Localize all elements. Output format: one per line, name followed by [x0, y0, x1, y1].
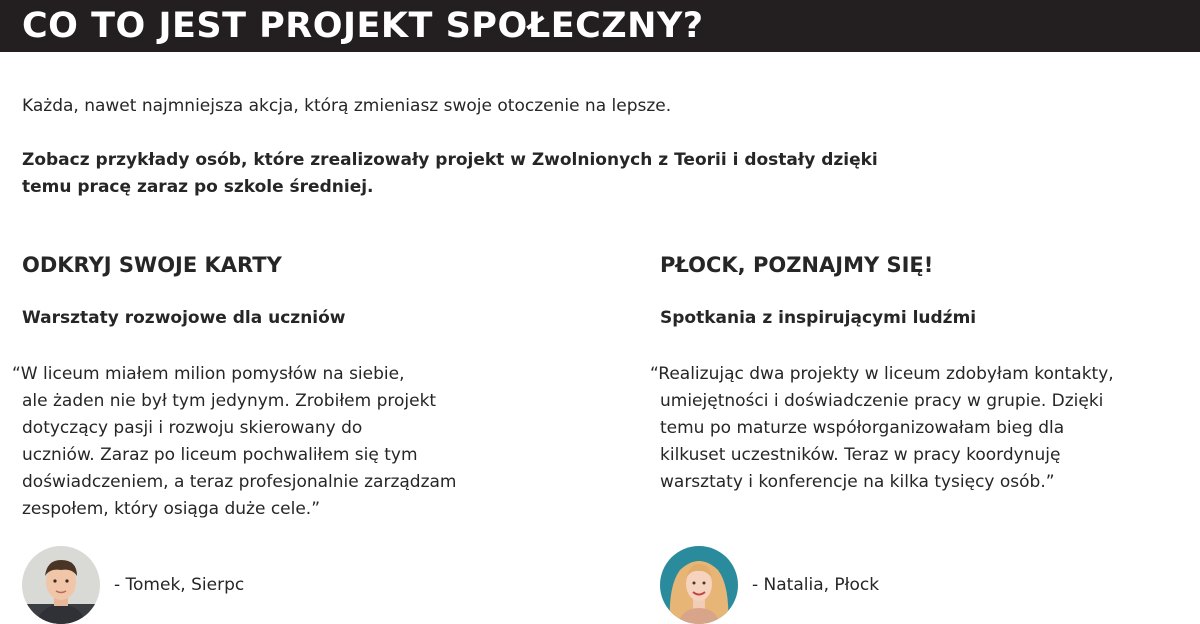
- cta-line: temu pracę zaraz po szkole średniej.: [22, 177, 374, 197]
- quote-line: doświadczeniem, a teraz profesjonalnie zarządzam: [22, 472, 457, 492]
- project-subtitle: Spotkania z inspirującymi ludźmi: [660, 308, 977, 328]
- testimonial-quote: [650, 361, 1114, 496]
- project-title: PŁOCK, POZNAJMY SIĘ!: [660, 253, 934, 277]
- author-name: - Tomek, Sierpc: [114, 575, 245, 595]
- intro-text: Każda, nawet najmniejsza akcja, którą zmieniasz swoje otoczenie na lepsze.: [22, 96, 672, 116]
- project-card-plock: [650, 250, 1114, 595]
- avatar: [22, 546, 100, 624]
- quote-line: dotyczący pasji i rozwoju skierowany do: [22, 418, 363, 438]
- quote-line: temu po maturze współorganizowałam bieg dla: [660, 418, 1065, 438]
- header-bar: [0, 0, 1200, 52]
- quote-line: warsztaty i konferencje na kilka tysięcy osób.”: [660, 472, 1055, 492]
- quote-line: “Realizując dwa projekty w liceum zdobyłam kontakty,: [650, 364, 1114, 384]
- author-row: [660, 546, 879, 624]
- quote-line: umiejętności i doświadczenie pracy w grupie. Dzięki: [660, 391, 1104, 411]
- quote-line: uczniów. Zaraz po liceum pochwaliłem się tym: [22, 445, 418, 465]
- author-row: [22, 546, 244, 624]
- project-card-odkryj: [12, 250, 457, 595]
- project-subtitle: Warsztaty rozwojowe dla uczniów: [22, 308, 346, 328]
- avatar: [660, 546, 738, 624]
- cta-line: Zobacz przykłady osób, które zrealizowały projekt w Zwolnionych z Teorii i dostały dzięki: [22, 150, 878, 170]
- page-title: CO TO JEST PROJEKT SPOŁECZNY?: [22, 6, 704, 46]
- quote-line: kilkuset uczestników. Teraz w pracy koordynuję: [660, 445, 1061, 465]
- quote-line: “W liceum miałem milion pomysłów na siebie,: [12, 364, 405, 384]
- testimonial-quote: [12, 361, 457, 523]
- cta-text: [22, 147, 878, 201]
- quote-line: zespołem, który osiąga duże cele.”: [22, 499, 321, 519]
- project-title: ODKRYJ SWOJE KARTY: [22, 253, 282, 277]
- author-name: - Natalia, Płock: [752, 575, 880, 595]
- quote-line: ale żaden nie był tym jedynym. Zrobiłem projekt: [22, 391, 437, 411]
